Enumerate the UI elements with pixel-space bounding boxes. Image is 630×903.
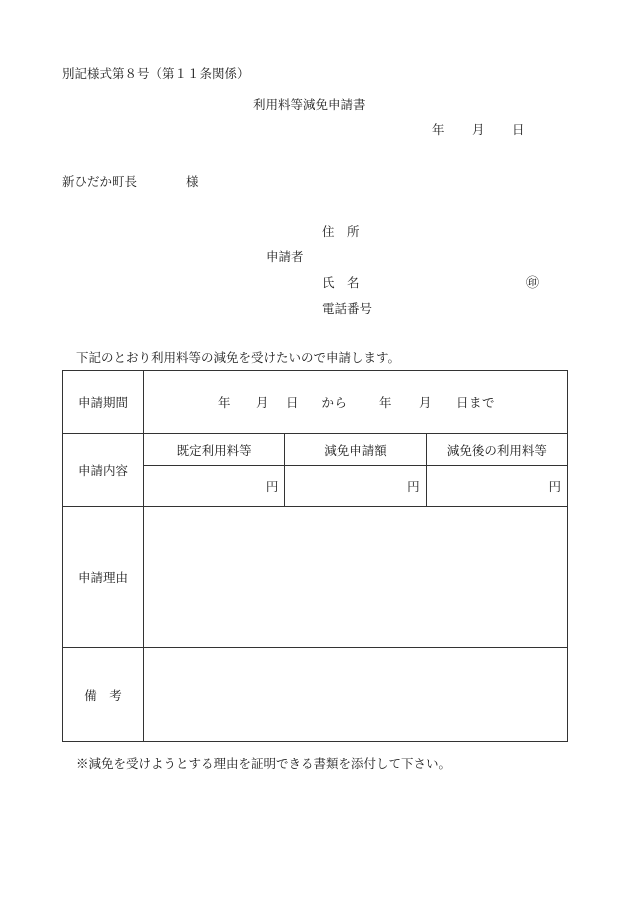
- column-standard-fee: 既定利用料等: [144, 434, 285, 466]
- date-month-label: 月: [472, 122, 485, 137]
- period-year-2: 年: [378, 395, 392, 410]
- column-fee-after-reduction: 減免後の利用料等: [426, 434, 567, 466]
- application-table: [62, 370, 568, 742]
- document-title: 利用料等減免申請書: [253, 97, 366, 112]
- form-number: 別記様式第８号（第１１条関係）: [62, 66, 250, 81]
- column-reduction-amount: 減免申請額: [285, 434, 426, 466]
- remarks-field[interactable]: [144, 648, 568, 742]
- period-label: 申請期間: [63, 371, 144, 434]
- content-label: 申請内容: [63, 434, 144, 507]
- addressee: 新ひだか町長: [62, 174, 138, 189]
- date-day-label: 日: [512, 122, 525, 137]
- period-month-2: 月: [418, 395, 432, 410]
- reason-label: 申請理由: [63, 507, 144, 648]
- intro-text: 下記のとおり利用料等の減免を受けたいので申請します。: [76, 350, 401, 365]
- address-label: 住 所: [322, 224, 360, 239]
- addressee-honorific: 様: [186, 174, 199, 189]
- name-label: 氏 名: [322, 275, 360, 290]
- period-until: 日まで: [455, 395, 495, 410]
- period-year-1: 年: [217, 395, 231, 410]
- period-month-1: 月: [255, 395, 269, 410]
- footnote: ※減免を受けようとする理由を証明できる書類を添付して下さい。: [76, 756, 452, 771]
- reason-field[interactable]: [144, 507, 568, 648]
- period-day-1: 日: [285, 395, 299, 410]
- applicant-heading: 申請者: [266, 249, 304, 264]
- date-year-label: 年: [432, 122, 445, 137]
- phone-label: 電話番号: [322, 301, 373, 316]
- period-field[interactable]: [144, 371, 568, 434]
- remarks-label: 備 考: [63, 648, 144, 742]
- reduction-amount-field[interactable]: 円: [285, 466, 426, 507]
- fee-after-reduction-field[interactable]: 円: [426, 466, 567, 507]
- period-from: から: [321, 395, 348, 410]
- seal-mark: ㊞: [526, 276, 540, 291]
- standard-fee-field[interactable]: 円: [144, 466, 285, 507]
